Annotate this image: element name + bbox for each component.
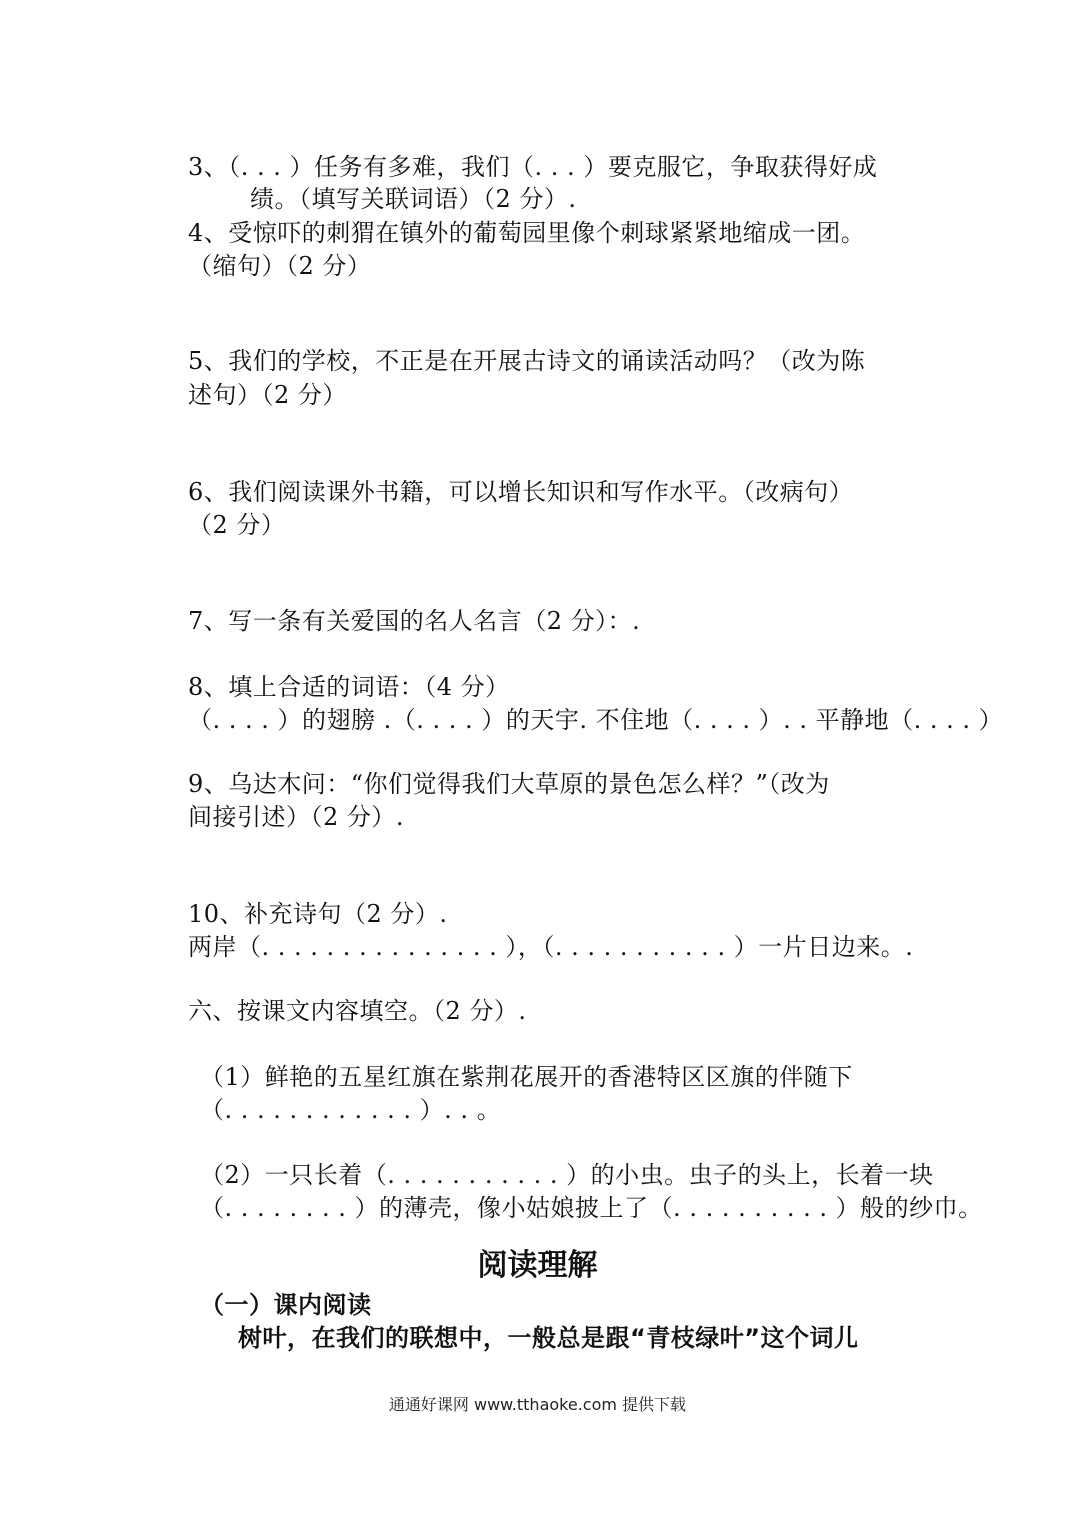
question-10-line-1: 10、补充诗句（2 分）. — [188, 900, 448, 928]
question-6-line-1: 6、我们阅读课外书籍，可以增长知识和写作水平。（改病句） — [188, 478, 854, 506]
question-6-line-2: （2 分） — [188, 511, 286, 539]
reading-text-line-1: 树叶，在我们的联想中，一般总是跟“青枝绿叶”这个词儿 — [238, 1324, 859, 1352]
section-6-item-2-line-2: （. . . . . . . . ）的薄壳，像小姑娘披上了（. . . . . . . . . . ）般的纱巾。 — [200, 1194, 983, 1222]
reading-subtitle: （一）课内阅读 — [200, 1291, 372, 1319]
page-footer: 通通好课网 www.tthaoke.com 提供下载 — [388, 1395, 687, 1414]
question-8-line-2: （. . . . ）的翅膀 .（. . . . ）的天宇. 不住地（. . . . ）. . 平静地（. . . . ） — [188, 706, 1004, 734]
question-10-line-2: 两岸（. . . . . . . . . . . . . . . ），（. . . . . . . . . . . ）一片日边来。. — [188, 933, 914, 961]
question-9-line-1: 9、乌达木问：“你们觉得我们大草原的景色怎么样？”（改为 — [188, 770, 830, 798]
section-6-item-1-line-2: （. . . . . . . . . . . . ）. . 。 — [200, 1096, 502, 1124]
question-3-line-1: 3、（. . . ）任务有多难，我们（. . . ）要克服它，争取获得好成 — [188, 153, 878, 181]
section-6-title: 六、按课文内容填空。（2 分）. — [188, 997, 527, 1025]
question-7-line-1: 7、写一条有关爱国的名人名言（2 分）：. — [188, 607, 641, 635]
section-6-item-2-line-1: （2）一只长着（. . . . . . . . . . . ）的小虫。虫子的头上，长着一块 — [200, 1161, 934, 1189]
reading-section-title: 阅读理解 — [477, 1248, 598, 1283]
section-6-item-1-line-1: （1）鲜艳的五星红旗在紫荆花展开的香港特区区旗的伴随下 — [200, 1063, 853, 1091]
question-8-line-1: 8、填上合适的词语：（4 分） — [188, 673, 510, 701]
question-9-line-2: 间接引述）（2 分）. — [188, 803, 405, 831]
question-4-line-2: （缩句）（2 分） — [188, 252, 372, 280]
question-4-line-1: 4、受惊吓的刺猬在镇外的葡萄园里像个刺球紧紧地缩成一团。 — [188, 219, 866, 247]
question-3-line-2: 绩。（填写关联词语）（2 分）. — [250, 185, 577, 213]
question-5-line-1: 5、我们的学校，不正是在开展古诗文的诵读活动吗？（改为陈 — [188, 347, 866, 375]
question-5-line-2: 述句）（2 分） — [188, 381, 347, 409]
